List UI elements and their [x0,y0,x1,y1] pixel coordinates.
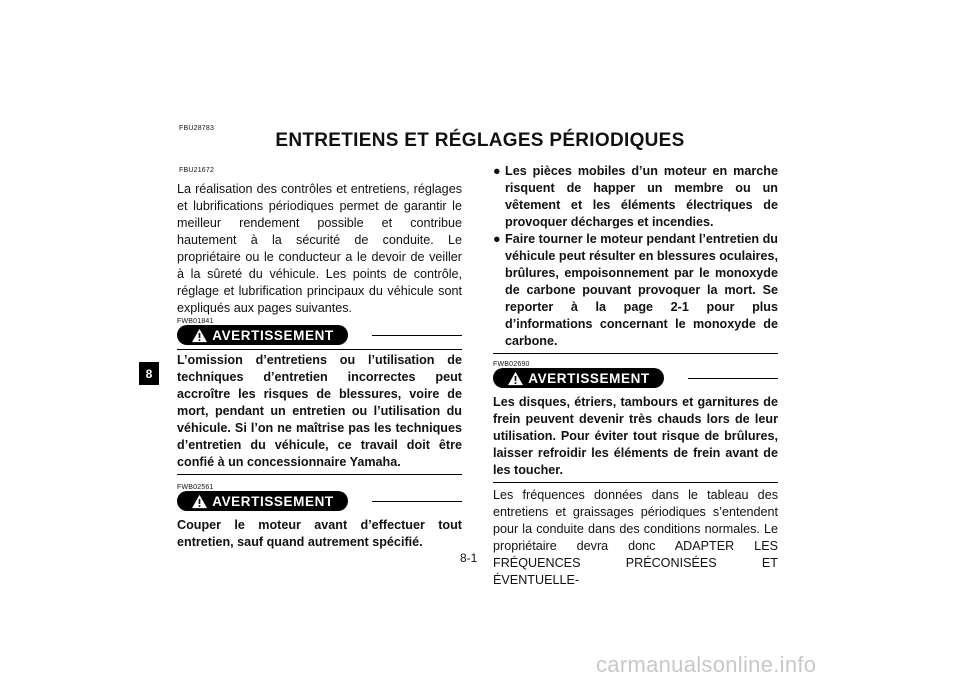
warning1-header [177,325,462,347]
warning3-label: AVERTISSEMENT [528,370,650,386]
page-title: ENTRETIENS ET RÉGLAGES PÉRIODIQUES [275,130,685,151]
warning2-label: AVERTISSEMENT [212,493,334,509]
warning3-code: FWB02690 [493,361,530,368]
warning-triangle-icon [191,328,208,343]
warning-triangle-icon [507,371,524,386]
bullets-bottom-rule [493,353,778,354]
warning1-header-rule [372,335,462,336]
warning-triangle-icon [191,494,208,509]
warning2-badge [177,491,348,511]
bullet-item [493,163,778,231]
warning2-text: Couper le moteur avant d’effectuer tout entretien, sauf quand autrement spécifié. [177,518,462,549]
warning1-top-rule [177,349,462,350]
left-column [177,181,462,551]
safety-bullet-list [493,163,778,350]
warning3-header [493,368,778,390]
bullet-icon: ● [493,164,501,178]
chapter-tab: 8 [139,362,159,385]
bullet-text: Les pièces mobiles d’un moteur en marche risquent de happer un membre ou un vêtement et les éléments électriques de provoquer décharges et incendies. [505,164,778,229]
warning3-text: Les disques, étriers, tambours et garnitures de frein peuvent devenir très chauds lors de leur utilisation. Pour éviter tout risque de brûlures, laisser refroidir les éléments de frein avant de les toucher. [493,395,778,477]
watermark: carmanualsonline.info [596,652,817,677]
intro-code: FBU21672 [179,167,215,174]
closing-paragraph: Les fréquences données dans le tableau des entretiens et graissages périodiques s’entendent pour la conduite dans des conditions normales. Le propriétaire devra donc ADAPTER LES FRÉQUENCES PRÉCONISÉES ET ÉVENTUELLE- [493,488,778,587]
warning2-header [177,491,462,513]
intro-paragraph: La réalisation des contrôles et entretiens, réglages et lubrifications périodiques permet de garantir le meilleur rendement possible et contribue hautement à la sécurité de conduite. Le propriétaire ou le conducteur a le devoir de veiller à la sûreté du véhicule. Les points de contrôle, réglage et lubrification principaux du véhicule sont expliqués aux pages suivantes. [177,182,462,315]
warning1-bottom-rule [177,474,462,475]
warning3-badge [493,368,664,388]
warning2-header-rule [372,501,462,502]
warning1-label: AVERTISSEMENT [212,327,334,343]
warning3-bottom-rule [493,482,778,483]
bullet-text: Faire tourner le moteur pendant l’entretien du véhicule peut résulter en blessures oculaires, brûlures, empoisonnement par le monoxyde de carbone pouvant provoquer la mort. Se reporter à la page 2-1 pour plus d’informations concernant le monoxyde de carbone. [505,232,778,348]
right-column [493,163,778,589]
title-code: FBU28783 [179,125,215,132]
warning1-badge [177,325,348,345]
warning2-code: FWB02561 [177,484,214,491]
warning1-code: FWB01841 [177,318,214,325]
bullet-icon: ● [493,232,501,246]
page-number: 8-1 [460,551,478,565]
warning1-text: L’omission d’entretiens ou l’utilisation de techniques d’entretien incorrectes peut accroître les risques de blessures, voire de mort, pendant un entretien ou l’utilisation du véhicule. Si l’on ne maîtrise pas les techniques d’entretien du véhicule, ce travail doit être confié à un concessionnaire Yamaha. [177,353,462,469]
warning3-header-rule [688,378,778,379]
bullet-item [493,231,778,350]
